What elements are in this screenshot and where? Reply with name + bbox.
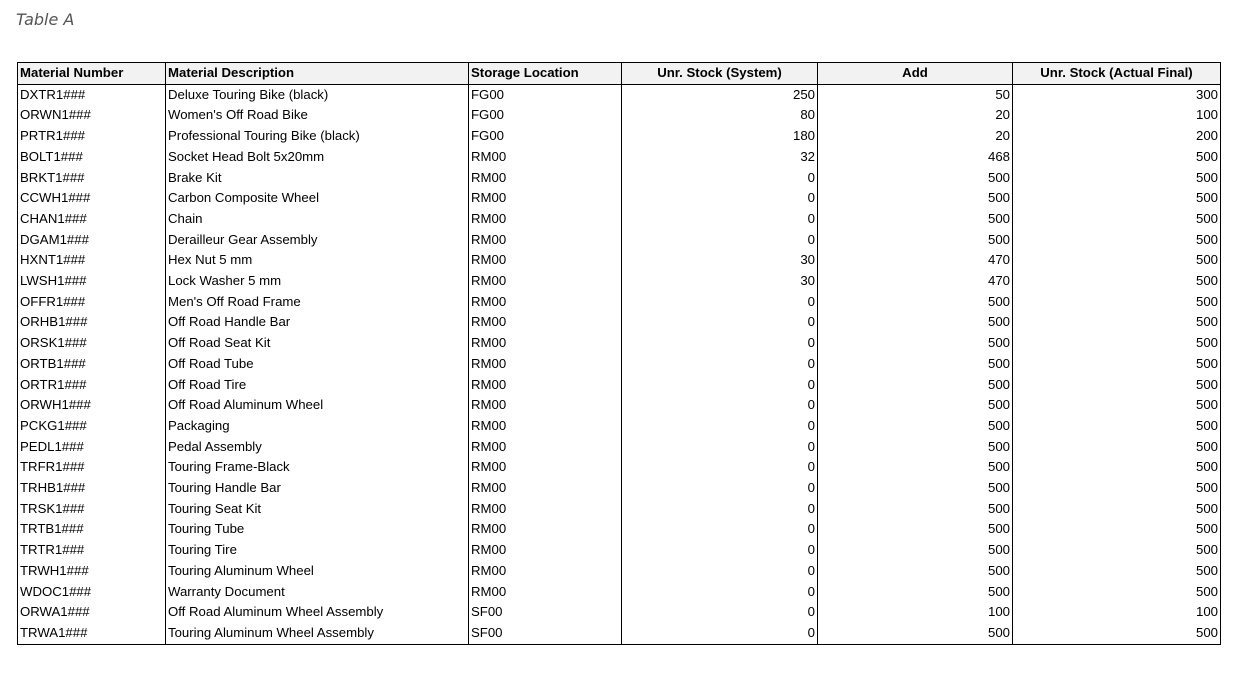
unr-stock-actual-final-cell: 500 <box>1013 499 1221 520</box>
material-description-cell: Off Road Tube <box>166 354 469 375</box>
material-number-cell: TRTR1### <box>18 540 166 561</box>
storage-location-cell: RM00 <box>469 395 622 416</box>
material-description-cell: Touring Seat Kit <box>166 499 469 520</box>
table-row <box>18 582 1221 603</box>
unr-stock-actual-final-cell: 500 <box>1013 271 1221 292</box>
table-row <box>18 478 1221 499</box>
material-description-cell: Off Road Handle Bar <box>166 312 469 333</box>
material-description-cell: Touring Aluminum Wheel Assembly <box>166 623 469 644</box>
material-number-cell: CHAN1### <box>18 209 166 230</box>
material-description-cell: Derailleur Gear Assembly <box>166 230 469 251</box>
material-description-cell: Off Road Seat Kit <box>166 333 469 354</box>
material-number-cell: ORHB1### <box>18 312 166 333</box>
add-cell: 500 <box>818 168 1013 189</box>
table-row <box>18 623 1221 644</box>
material-number-cell: TRHB1### <box>18 478 166 499</box>
add-cell: 500 <box>818 623 1013 644</box>
unr-stock-actual-final-cell: 200 <box>1013 126 1221 147</box>
storage-location-cell: RM00 <box>469 499 622 520</box>
material-number-cell: TRWH1### <box>18 561 166 582</box>
storage-location-cell: FG00 <box>469 126 622 147</box>
material-description-cell: Warranty Document <box>166 582 469 603</box>
material-description-cell: Men's Off Road Frame <box>166 292 469 313</box>
storage-location-cell: RM00 <box>469 561 622 582</box>
unr-stock-actual-final-cell: 300 <box>1013 84 1221 105</box>
add-cell: 500 <box>818 312 1013 333</box>
material-description-cell: Packaging <box>166 416 469 437</box>
unr-stock-actual-final-cell: 100 <box>1013 602 1221 623</box>
material-number-cell: TRSK1### <box>18 499 166 520</box>
storage-location-cell: FG00 <box>469 105 622 126</box>
material-description-cell: Touring Aluminum Wheel <box>166 561 469 582</box>
table-row <box>18 540 1221 561</box>
unr-stock-system-cell: 0 <box>622 168 818 189</box>
table-row <box>18 499 1221 520</box>
material-description-cell: Touring Tube <box>166 519 469 540</box>
add-cell: 50 <box>818 84 1013 105</box>
unr-stock-actual-final-cell: 500 <box>1013 437 1221 458</box>
material-number-cell: PCKG1### <box>18 416 166 437</box>
unr-stock-system-cell: 0 <box>622 209 818 230</box>
unr-stock-actual-final-cell: 500 <box>1013 375 1221 396</box>
material-number-cell: OFFR1### <box>18 292 166 313</box>
unr-stock-system-cell: 0 <box>622 499 818 520</box>
unr-stock-system-cell: 0 <box>622 561 818 582</box>
material-number-cell: DGAM1### <box>18 230 166 251</box>
table-row <box>18 519 1221 540</box>
unr-stock-system-cell: 180 <box>622 126 818 147</box>
unr-stock-system-cell: 0 <box>622 478 818 499</box>
table-row <box>18 209 1221 230</box>
unr-stock-actual-final-cell: 500 <box>1013 561 1221 582</box>
header-row <box>18 63 1221 85</box>
table-row <box>18 354 1221 375</box>
column-header-unr-stock-actual-final: Unr. Stock (Actual Final) <box>1013 63 1221 85</box>
unr-stock-actual-final-cell: 500 <box>1013 312 1221 333</box>
material-description-cell: Socket Head Bolt 5x20mm <box>166 147 469 168</box>
column-header-unr-stock-system: Unr. Stock (System) <box>622 63 818 85</box>
unr-stock-system-cell: 32 <box>622 147 818 168</box>
storage-location-cell: RM00 <box>469 457 622 478</box>
unr-stock-actual-final-cell: 500 <box>1013 147 1221 168</box>
add-cell: 500 <box>818 437 1013 458</box>
material-number-cell: BOLT1### <box>18 147 166 168</box>
unr-stock-actual-final-cell: 500 <box>1013 250 1221 271</box>
unr-stock-system-cell: 0 <box>622 188 818 209</box>
unr-stock-actual-final-cell: 500 <box>1013 478 1221 499</box>
material-number-cell: ORTR1### <box>18 375 166 396</box>
material-description-cell: Touring Tire <box>166 540 469 561</box>
unr-stock-actual-final-cell: 500 <box>1013 354 1221 375</box>
unr-stock-system-cell: 30 <box>622 271 818 292</box>
unr-stock-actual-final-cell: 500 <box>1013 582 1221 603</box>
table-caption: Table A <box>16 10 75 29</box>
material-number-cell: ORWH1### <box>18 395 166 416</box>
material-description-cell: Off Road Aluminum Wheel Assembly <box>166 602 469 623</box>
add-cell: 500 <box>818 333 1013 354</box>
table-row <box>18 105 1221 126</box>
table-row <box>18 333 1221 354</box>
table-row <box>18 168 1221 189</box>
material-description-cell: Off Road Tire <box>166 375 469 396</box>
material-number-cell: LWSH1### <box>18 271 166 292</box>
unr-stock-system-cell: 0 <box>622 540 818 561</box>
column-header-storage-location: Storage Location <box>469 63 622 85</box>
add-cell: 500 <box>818 230 1013 251</box>
material-number-cell: ORSK1### <box>18 333 166 354</box>
material-number-cell: ORWA1### <box>18 602 166 623</box>
material-number-cell: TRWA1### <box>18 623 166 644</box>
table-row <box>18 250 1221 271</box>
unr-stock-system-cell: 0 <box>622 333 818 354</box>
material-number-cell: ORTB1### <box>18 354 166 375</box>
storage-location-cell: RM00 <box>469 168 622 189</box>
material-number-cell: DXTR1### <box>18 84 166 105</box>
add-cell: 20 <box>818 126 1013 147</box>
material-description-cell: Touring Frame-Black <box>166 457 469 478</box>
unr-stock-system-cell: 0 <box>622 312 818 333</box>
storage-location-cell: SF00 <box>469 623 622 644</box>
unr-stock-system-cell: 0 <box>622 230 818 251</box>
unr-stock-actual-final-cell: 500 <box>1013 395 1221 416</box>
table-row <box>18 126 1221 147</box>
table-row <box>18 188 1221 209</box>
add-cell: 500 <box>818 582 1013 603</box>
storage-location-cell: RM00 <box>469 250 622 271</box>
add-cell: 500 <box>818 209 1013 230</box>
unr-stock-actual-final-cell: 500 <box>1013 519 1221 540</box>
add-cell: 500 <box>818 540 1013 561</box>
storage-location-cell: RM00 <box>469 582 622 603</box>
add-cell: 468 <box>818 147 1013 168</box>
add-cell: 500 <box>818 395 1013 416</box>
unr-stock-system-cell: 0 <box>622 292 818 313</box>
add-cell: 20 <box>818 105 1013 126</box>
material-number-cell: BRKT1### <box>18 168 166 189</box>
storage-location-cell: FG00 <box>469 84 622 105</box>
add-cell: 500 <box>818 375 1013 396</box>
table-row <box>18 230 1221 251</box>
unr-stock-system-cell: 80 <box>622 105 818 126</box>
unr-stock-actual-final-cell: 500 <box>1013 230 1221 251</box>
add-cell: 500 <box>818 519 1013 540</box>
add-cell: 500 <box>818 354 1013 375</box>
unr-stock-system-cell: 250 <box>622 84 818 105</box>
add-cell: 500 <box>818 478 1013 499</box>
storage-location-cell: RM00 <box>469 230 622 251</box>
unr-stock-system-cell: 0 <box>622 582 818 603</box>
storage-location-cell: RM00 <box>469 292 622 313</box>
storage-location-cell: RM00 <box>469 188 622 209</box>
add-cell: 500 <box>818 292 1013 313</box>
unr-stock-actual-final-cell: 500 <box>1013 333 1221 354</box>
add-cell: 470 <box>818 250 1013 271</box>
storage-location-cell: SF00 <box>469 602 622 623</box>
add-cell: 500 <box>818 499 1013 520</box>
storage-location-cell: RM00 <box>469 312 622 333</box>
table-row <box>18 602 1221 623</box>
storage-location-cell: RM00 <box>469 354 622 375</box>
storage-location-cell: RM00 <box>469 333 622 354</box>
table-row <box>18 312 1221 333</box>
unr-stock-system-cell: 0 <box>622 354 818 375</box>
table-row <box>18 561 1221 582</box>
unr-stock-actual-final-cell: 500 <box>1013 540 1221 561</box>
unr-stock-system-cell: 0 <box>622 395 818 416</box>
unr-stock-actual-final-cell: 100 <box>1013 105 1221 126</box>
material-number-cell: HXNT1### <box>18 250 166 271</box>
unr-stock-system-cell: 0 <box>622 457 818 478</box>
column-header-add: Add <box>818 63 1013 85</box>
material-description-cell: Professional Touring Bike (black) <box>166 126 469 147</box>
add-cell: 500 <box>818 561 1013 582</box>
storage-location-cell: RM00 <box>469 437 622 458</box>
column-header-material-description: Material Description <box>166 63 469 85</box>
unr-stock-actual-final-cell: 500 <box>1013 457 1221 478</box>
unr-stock-actual-final-cell: 500 <box>1013 209 1221 230</box>
storage-location-cell: RM00 <box>469 147 622 168</box>
unr-stock-actual-final-cell: 500 <box>1013 292 1221 313</box>
material-description-cell: Touring Handle Bar <box>166 478 469 499</box>
table-row <box>18 147 1221 168</box>
material-number-cell: TRFR1### <box>18 457 166 478</box>
unr-stock-actual-final-cell: 500 <box>1013 416 1221 437</box>
table-row <box>18 292 1221 313</box>
unr-stock-system-cell: 0 <box>622 519 818 540</box>
material-number-cell: TRTB1### <box>18 519 166 540</box>
storage-location-cell: RM00 <box>469 540 622 561</box>
add-cell: 100 <box>818 602 1013 623</box>
add-cell: 500 <box>818 188 1013 209</box>
storage-location-cell: RM00 <box>469 375 622 396</box>
table-row <box>18 395 1221 416</box>
table-row <box>18 416 1221 437</box>
material-description-cell: Off Road Aluminum Wheel <box>166 395 469 416</box>
material-number-cell: PRTR1### <box>18 126 166 147</box>
material-description-cell: Deluxe Touring Bike (black) <box>166 84 469 105</box>
add-cell: 500 <box>818 416 1013 437</box>
storage-location-cell: RM00 <box>469 519 622 540</box>
material-description-cell: Lock Washer 5 mm <box>166 271 469 292</box>
column-header-material-number: Material Number <box>18 63 166 85</box>
table-row <box>18 457 1221 478</box>
storage-location-cell: RM00 <box>469 209 622 230</box>
unr-stock-actual-final-cell: 500 <box>1013 168 1221 189</box>
add-cell: 500 <box>818 457 1013 478</box>
unr-stock-system-cell: 0 <box>622 602 818 623</box>
material-number-cell: ORWN1### <box>18 105 166 126</box>
material-description-cell: Brake Kit <box>166 168 469 189</box>
storage-location-cell: RM00 <box>469 416 622 437</box>
add-cell: 470 <box>818 271 1013 292</box>
storage-location-cell: RM00 <box>469 478 622 499</box>
material-description-cell: Women's Off Road Bike <box>166 105 469 126</box>
material-number-cell: CCWH1### <box>18 188 166 209</box>
unr-stock-system-cell: 30 <box>622 250 818 271</box>
material-description-cell: Pedal Assembly <box>166 437 469 458</box>
table-row <box>18 271 1221 292</box>
table-row <box>18 375 1221 396</box>
unr-stock-system-cell: 0 <box>622 623 818 644</box>
table-row <box>18 437 1221 458</box>
storage-location-cell: RM00 <box>469 271 622 292</box>
unr-stock-system-cell: 0 <box>622 416 818 437</box>
table-body <box>18 84 1221 644</box>
unr-stock-system-cell: 0 <box>622 375 818 396</box>
material-description-cell: Carbon Composite Wheel <box>166 188 469 209</box>
table-row <box>18 84 1221 105</box>
material-stock-table <box>17 62 1221 645</box>
unr-stock-system-cell: 0 <box>622 437 818 458</box>
material-description-cell: Chain <box>166 209 469 230</box>
unr-stock-actual-final-cell: 500 <box>1013 623 1221 644</box>
material-description-cell: Hex Nut 5 mm <box>166 250 469 271</box>
unr-stock-actual-final-cell: 500 <box>1013 188 1221 209</box>
material-number-cell: PEDL1### <box>18 437 166 458</box>
material-number-cell: WDOC1### <box>18 582 166 603</box>
